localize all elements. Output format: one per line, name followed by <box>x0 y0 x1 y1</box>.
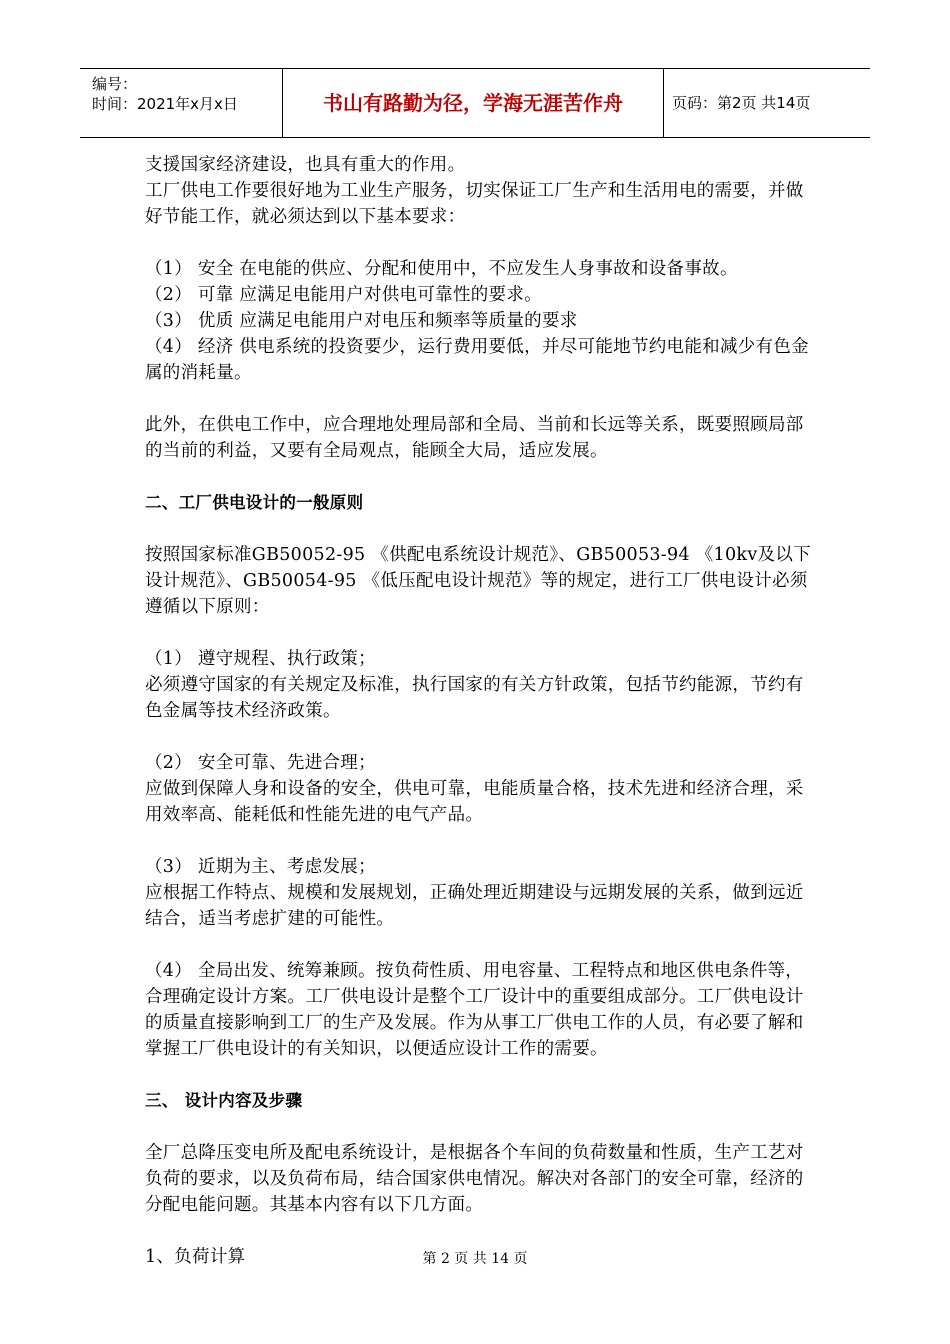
paragraph-gap <box>145 516 815 542</box>
number-label: 编号： <box>92 75 138 93</box>
paragraph-gap <box>145 1062 815 1088</box>
paragraph-gap <box>145 230 815 256</box>
section-heading: 二、工厂供电设计的一般原则 <box>145 493 364 512</box>
paragraph: 此外，在供电工作中，应合理地处理局部和全局、当前和长远等关系，既要照顾局部的当前的利益，又要有全局观点，能顾全大局，适应发展。 <box>145 415 804 461</box>
time-label: 时间：2021年x月x日 <box>92 95 238 113</box>
paragraph: 工厂供电工作要很好地为工业生产服务，切实保证工厂生产和生活用电的需要，并做好节能工作，就必须达到以下基本要求： <box>145 181 804 227</box>
document-body <box>145 152 815 1270</box>
paragraph: 应做到保障人身和设备的安全，供电可靠，电能质量合格，技术先进和经济合理，采用效率高、能耗低和性能先进的电气产品。 <box>145 779 804 825</box>
page-footer: 第 2 页 共 14 页 <box>422 1251 528 1267</box>
paragraph: 必须遵守国家的有关规定及标准，执行国家的有关方针政策，包括节约能源，节约有色金属等技术经济政策。 <box>145 675 804 721</box>
paragraph-gap <box>145 620 815 646</box>
paragraph: （4） 全局出发、统筹兼顾。按负荷性质、用电容量、工程特点和地区供电条件等，合理确定设计方案。工厂供电设计是整个工厂设计中的重要组成部分。工厂供电设计的质量直接影响到工厂的生产及发展。作为从事工厂供电工作的人员，有必要了解和掌握工厂供电设计的有关知识，以便适应设计工作的需要。 <box>145 961 804 1059</box>
paragraph: 1、负荷计算 <box>145 1247 246 1267</box>
header-info-cell <box>80 69 283 137</box>
paragraph: 应根据工作特点、规模和发展规划，正确处理近期建设与远期发展的关系，做到远近结合，适当考虑扩建的可能性。 <box>145 883 804 929</box>
paragraph: （3） 优质 应满足电能用户对电压和频率等质量的要求 <box>145 311 578 331</box>
header-motto: 书山有路勤为径，学海无涯苦作舟 <box>283 69 664 137</box>
page-header <box>80 68 870 138</box>
paragraph-gap <box>145 1218 815 1244</box>
paragraph-gap <box>145 932 815 958</box>
paragraph: （3） 近期为主、考虑发展； <box>145 857 376 877</box>
paragraph: （1） 安全 在电能的供应、分配和使用中，不应发生人身事故和设备事故。 <box>145 259 738 279</box>
paragraph: 支援国家经济建设，也具有重大的作用。 <box>145 155 466 175</box>
header-page-info: 页码：第2页 共14页 <box>672 94 811 112</box>
paragraph: （2） 安全可靠、先进合理； <box>145 753 376 773</box>
paragraph: 按照国家标准GB50052-95 《供配电系统设计规范》、GB50053-94 《10kv及以下设计规范》、GB50054-95 《低压配电设计规范》等的规定，进行工厂供电设计必须遵循以下原则： <box>145 545 811 617</box>
paragraph: （4） 经济 供电系统的投资要少，运行费用要低，并尽可能地节约电能和减少有色金属的消耗量。 <box>145 337 809 383</box>
section-heading: 三、 设计内容及步骤 <box>145 1091 303 1110</box>
paragraph-gap <box>145 724 815 750</box>
paragraph: 全厂总降压变电所及配电系统设计，是根据各个车间的负荷数量和性质，生产工艺对负荷的要求，以及负荷布局，结合国家供电情况。解决对各部门的安全可靠，经济的分配电能问题。其基本内容有以下几方面。 <box>145 1143 804 1215</box>
paragraph: （1） 遵守规程、执行政策； <box>145 649 376 669</box>
paragraph-gap <box>145 1114 815 1140</box>
paragraph: （2） 可靠 应满足电能用户对供电可靠性的要求。 <box>145 285 542 305</box>
paragraph-gap <box>145 464 815 490</box>
paragraph-gap <box>145 386 815 412</box>
paragraph-gap <box>145 828 815 854</box>
